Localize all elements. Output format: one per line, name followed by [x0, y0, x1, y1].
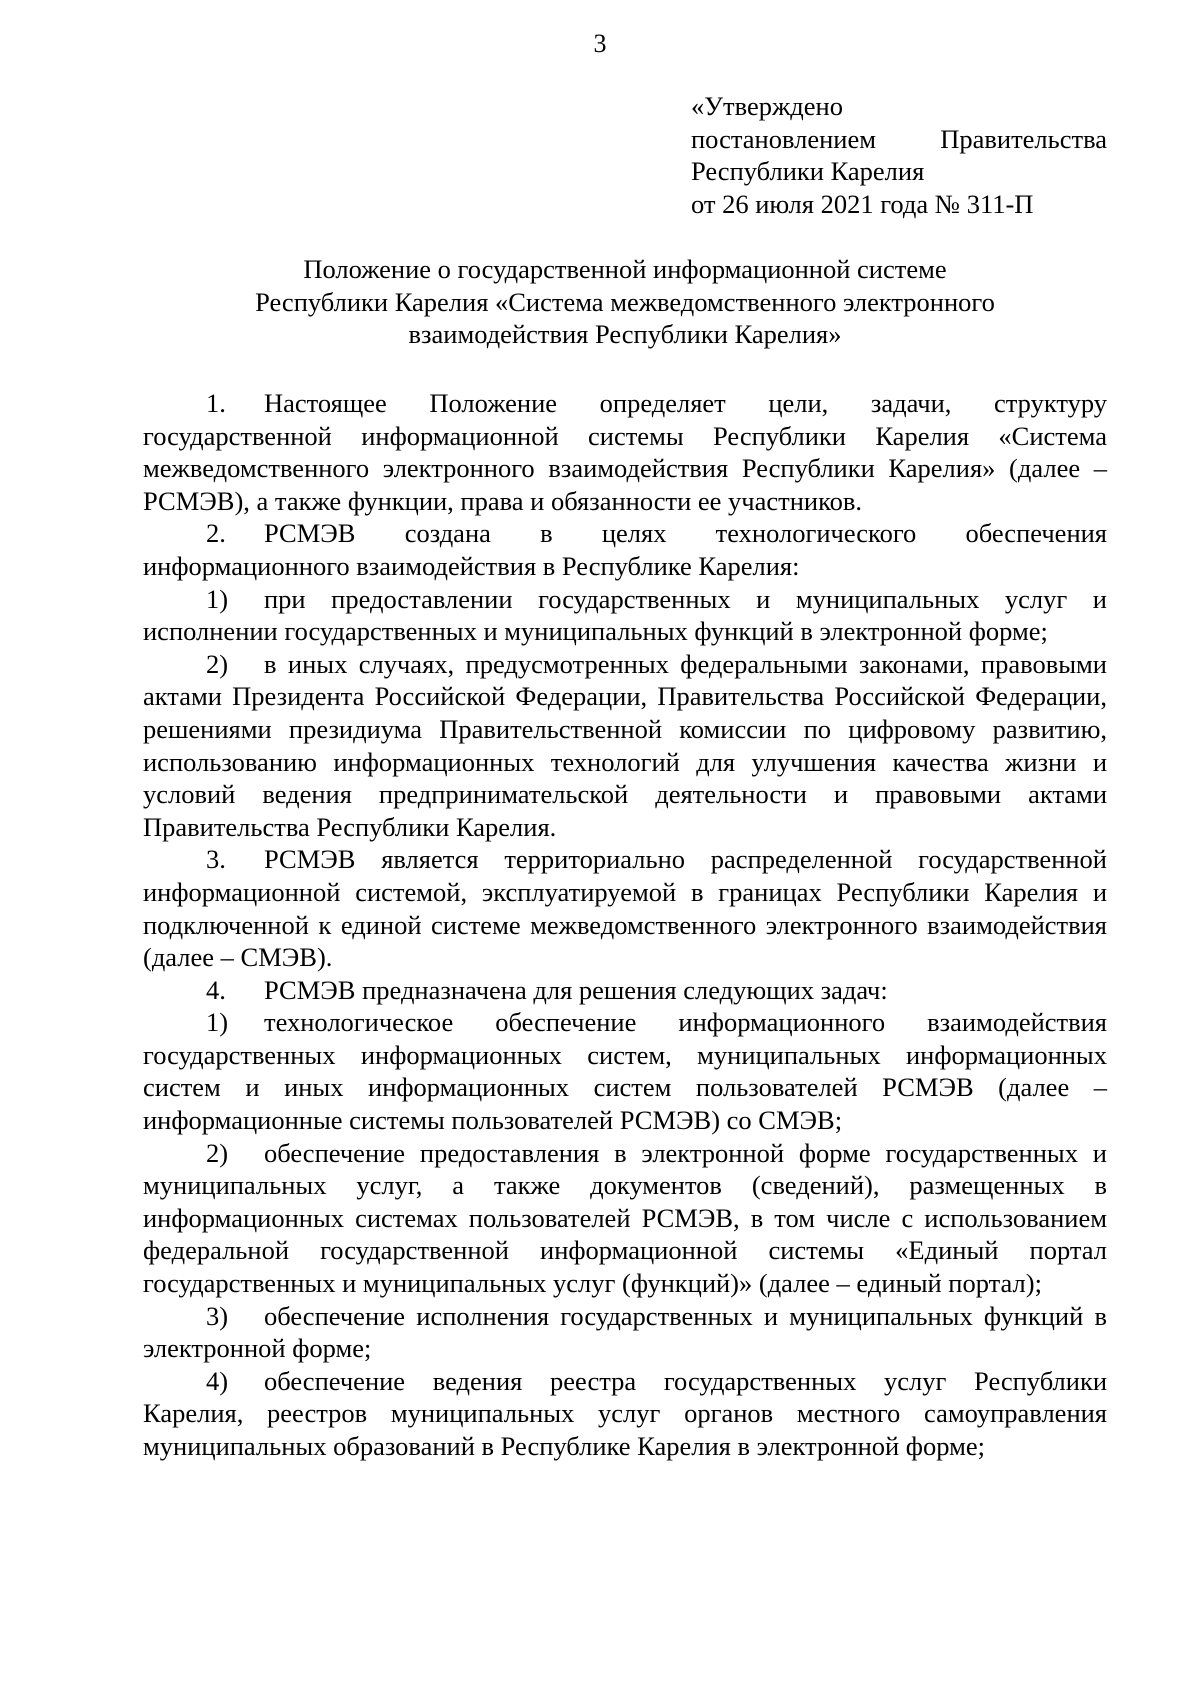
paragraph-text: РСМЭВ предназначена для решения следующих задач: — [264, 974, 888, 1005]
paragraph — [143, 1137, 1107, 1300]
title-line-3: взаимодействия Республики Карелия» — [408, 319, 842, 349]
approval-line-3: Республики Карелия — [691, 156, 925, 186]
approval-line-2-right: Правительства — [940, 123, 1107, 154]
paragraph-number: 2) — [206, 648, 229, 679]
paragraph-number: 1) — [206, 1007, 229, 1038]
paragraph-text: РСМЭВ является территориально распределенной государственной информационной системой, эксплуатируемой в границах Республики Карелия и подключенной к единой системе межведомственного электронного взаимодействия (далее – СМЭВ). — [143, 844, 1107, 973]
approval-line-2-left: постановлением — [691, 123, 876, 154]
paragraph-number: 3. — [206, 844, 226, 875]
paragraph-text: РСМЭВ создана в целях технологического обеспечения информационного взаимодействия в Республике Карелия: — [143, 518, 1107, 581]
approval-line-2 — [691, 123, 1107, 156]
paragraph — [143, 974, 1107, 1007]
paragraph — [143, 1300, 1107, 1365]
paragraph — [143, 648, 1107, 844]
approval-line-4: от 26 июля 2021 года № 311-П — [691, 188, 1034, 219]
paragraph-number: 2. — [206, 518, 226, 549]
approval-line-1: «Утверждено — [691, 91, 843, 121]
approval-stamp-block — [691, 90, 1107, 220]
paragraph — [143, 843, 1107, 973]
document-title — [143, 253, 1107, 351]
page-number: 3 — [593, 29, 607, 58]
paragraph-text: обеспечение исполнения государственных и муниципальных функций в электронной форме; — [143, 1300, 1107, 1364]
paragraph-number: 4) — [206, 1365, 229, 1396]
paragraph-number: 3) — [206, 1300, 229, 1331]
paragraph — [143, 1365, 1107, 1463]
paragraph-number: 1) — [206, 583, 229, 614]
paragraph — [143, 1006, 1107, 1136]
paragraph-number: 1. — [206, 388, 226, 418]
paragraph-text: в иных случаях, предусмотренных федеральными законами, правовыми актами Президента Российской Федерации, Правительства Российской Федерации, решениями президиума Правительственной комиссии по цифровому развитию, использованию информационных технологий для улучшения качества жизни и условий ведения предпринимательской деятельности и правовыми актами Правительства Республики Карелия. — [143, 648, 1107, 842]
paragraph — [143, 387, 1107, 517]
paragraph-text: обеспечение предоставления в электронной форме государственных и муниципальных услуг, а также документов (сведений), размещенных в информационных системах пользователей РСМЭВ, в том числе с использованием федеральной государственной информационной системы «Единый портал государственных и муниципальных услуг (функций)» (далее – единый портал); — [143, 1137, 1107, 1299]
paragraph-number: 2) — [206, 1137, 229, 1168]
paragraph — [143, 517, 1107, 582]
document-body — [143, 387, 1107, 1463]
paragraph-text: при предоставлении государственных и муниципальных услуг и исполнении государственных и муниципальных функций в электронной форме; — [143, 583, 1107, 647]
paragraph-text: технологическое обеспечение информационного взаимодействия государственных информационных систем, муниципальных информационных систем и иных информационных систем пользователей РСМЭВ (далее – информационные системы пользователей РСМЭВ) со СМЭВ; — [143, 1007, 1107, 1136]
title-line-2: Республики Карелия «Система межведомственного электронного — [255, 286, 995, 317]
paragraph-text: Настоящее Положение определяет цели, задачи, структуру государственной информационной системы Республики Карелия «Система межведомственного электронного взаимодействия Республики Карелия» (далее – РСМЭВ), а также функции, права и обязанности ее участников. — [143, 388, 1107, 516]
title-line-1: Положение о государственной информационной системе — [303, 254, 947, 284]
paragraph-text: обеспечение ведения реестра государственных услуг Республики Карелия, реестров муниципальных услуг органов местного самоуправления муниципальных образований в Республике Карелия в электронной форме; — [143, 1365, 1107, 1461]
paragraph-number: 4. — [206, 974, 226, 1005]
paragraph — [143, 583, 1107, 648]
